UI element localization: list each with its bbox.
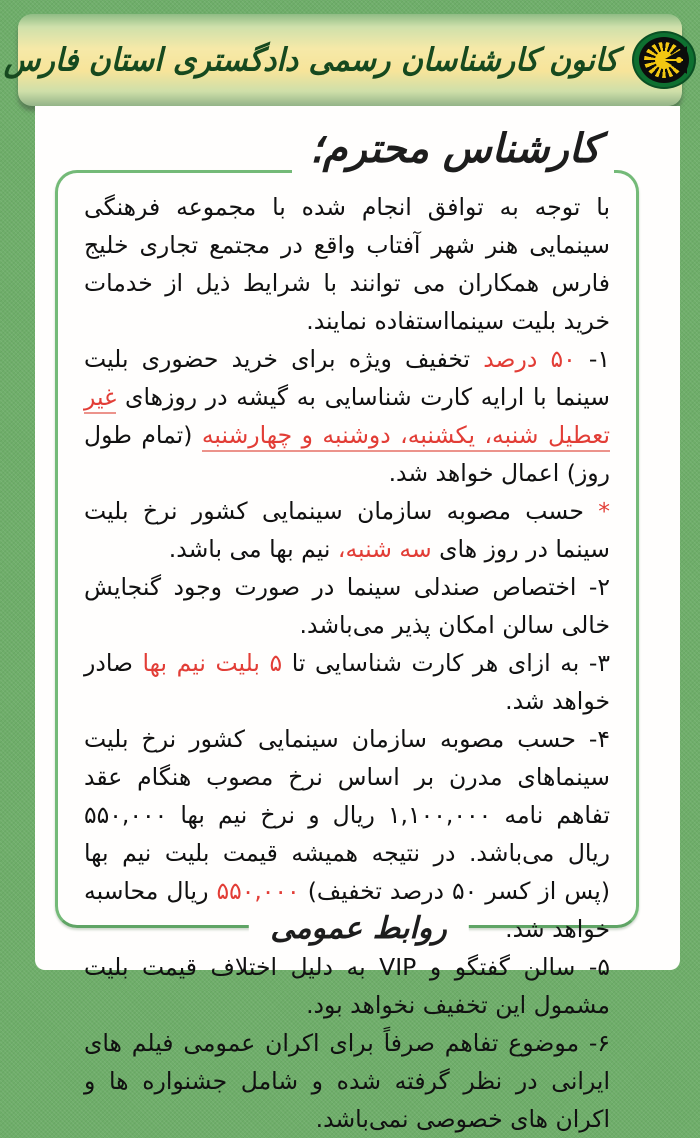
highlighted-text: ۵۵۰,۰۰۰	[216, 877, 300, 905]
body-text: صادر خواهد شد.	[84, 649, 610, 715]
body-text: حسب مصوبه سازمان سینمایی کشور نرخ بلیت سینما در روز های	[84, 497, 610, 563]
body-text: نیم بها می باشد.	[168, 535, 338, 563]
salutation: کارشناس محترم؛	[292, 126, 614, 176]
letter-content-box	[55, 126, 639, 1133]
body-paragraph	[84, 492, 610, 568]
body-text: ۳- به ازای هر کارت شناسایی تا	[282, 649, 611, 677]
body-paragraph	[84, 948, 610, 1024]
org-name: کانون کارشناسان رسمی دادگستری استان فارس	[3, 41, 619, 79]
body-text: ۴- حسب مصوبه سازمان سینمایی کشور نرخ بلیت سینماهای مدرن بر اساس نرخ مصوب هنگام عقد تفاهم نامه ۱,۱۰۰,۰۰۰ ریال و نرخ نیم بها ۵۵۰,۰۰۰ ریال می‌باشد. در نتیجه همیشه قیمت بلیت نیم بها (پس از کسر ۵۰ درصد تخفیف)	[84, 725, 610, 905]
body-paragraph	[84, 568, 610, 644]
highlighted-text: *	[583, 497, 610, 525]
body-text: ۶- موضوع تفاهم صرفاً برای اکران عمومی فیلم های ایرانی در نظر گرفته شده و شامل جشنواره ها و اکران های خصوصی نمی‌باشد.	[84, 1029, 610, 1133]
body-text: ۱-	[575, 345, 610, 373]
org-logo-sunburst-icon	[632, 31, 696, 89]
body-text: ۲- اختصاص صندلی سینما در صورت وجود گنجایش خالی سالن امکان پذیر می‌باشد.	[84, 573, 610, 639]
body-paragraph	[84, 1024, 610, 1138]
highlighted-text: ۵ بلیت نیم بها	[142, 649, 283, 677]
body-text: تخفیف ویژه برای خرید حضوری بلیت سینما با ارایه کارت شناسایی به گیشه در روزهای	[84, 345, 610, 411]
body-text: با توجه به توافق انجام شده با مجموعه فرهنگی سینمایی هنر شهر آفتاب واقع در مجتمع تجاری خلیج فارس همکاران می توانند با شرایط ذیل از خدمات خرید بلیت سینمااستفاده نمایند.	[84, 193, 610, 335]
signature: روابط عمومی	[248, 911, 468, 952]
body-paragraph	[84, 188, 610, 340]
letter-page	[35, 106, 680, 1133]
highlighted-text: سه شنبه،	[337, 535, 432, 563]
body-text: ریال محاسبه خواهد شد.	[84, 877, 610, 943]
letter-body	[58, 173, 636, 1138]
body-paragraph	[84, 644, 610, 720]
body-text: ۵- سالن گفتگو و VIP به دلیل اختلاف قیمت بلیت مشمول این تخفیف نخواهد بود.	[84, 953, 610, 1019]
body-text: (تمام طول روز) اعمال خواهد شد.	[84, 421, 610, 487]
body-paragraph	[84, 340, 610, 492]
header-band	[3, 14, 682, 106]
highlighted-text: ۵۰ درصد	[483, 345, 576, 373]
highlighted-text: غیر تعطیل شنبه، یکشنبه، دوشنبه و چهارشنبه	[84, 383, 610, 452]
